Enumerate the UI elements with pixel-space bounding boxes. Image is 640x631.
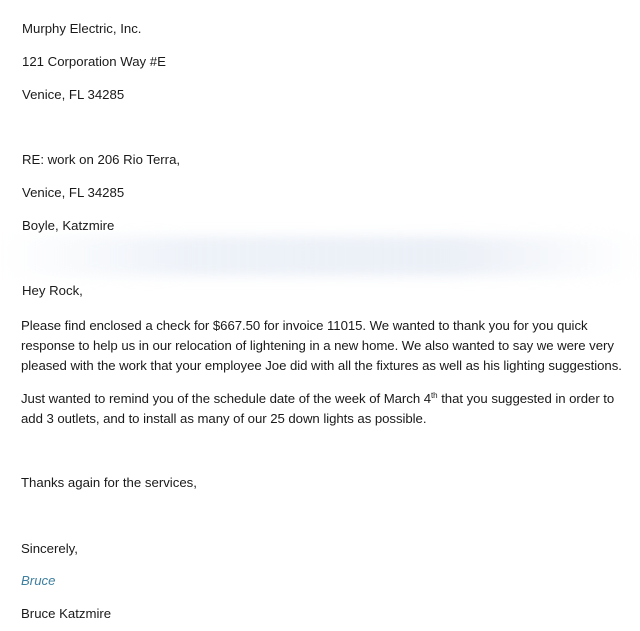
- reference-city: Venice, FL 34285: [22, 185, 125, 200]
- reference-names: Boyle, Katzmire: [22, 218, 115, 233]
- reference-line: RE: work on 206 Rio Terra,: [22, 152, 181, 167]
- thanks-line: Thanks again for the services,: [21, 475, 197, 490]
- printed-name: Bruce Katzmire: [21, 606, 112, 621]
- salutation: Hey Rock,: [22, 283, 83, 298]
- closing: Sincerely,: [21, 541, 78, 556]
- reminder-text-start: Just wanted to remind you of the schedule date of the week of March 4: [21, 391, 431, 406]
- signature: Bruce: [21, 573, 56, 588]
- paragraph-reminder: [21, 389, 627, 429]
- reminder-superscript: th: [431, 391, 438, 400]
- sender-company: Murphy Electric, Inc.: [22, 21, 142, 36]
- sender-city: Venice, FL 34285: [22, 87, 125, 102]
- reminder-text-end: that you suggested in order to add 3 outlets, and to install as many of our 25 down lights as possible.: [21, 391, 615, 426]
- sender-street: 121 Corporation Way #E: [22, 54, 166, 69]
- scan-smudge: [0, 236, 640, 276]
- paragraph-payment: Please find enclosed a check for $667.50 for invoice 11015. We wanted to thank you for you quick response to help us in our relocation of lightening in a new home. We also wanted to say we were very pleased with the work that your employee Joe did with all the fixtures as well as his lighting suggestions.: [21, 318, 622, 373]
